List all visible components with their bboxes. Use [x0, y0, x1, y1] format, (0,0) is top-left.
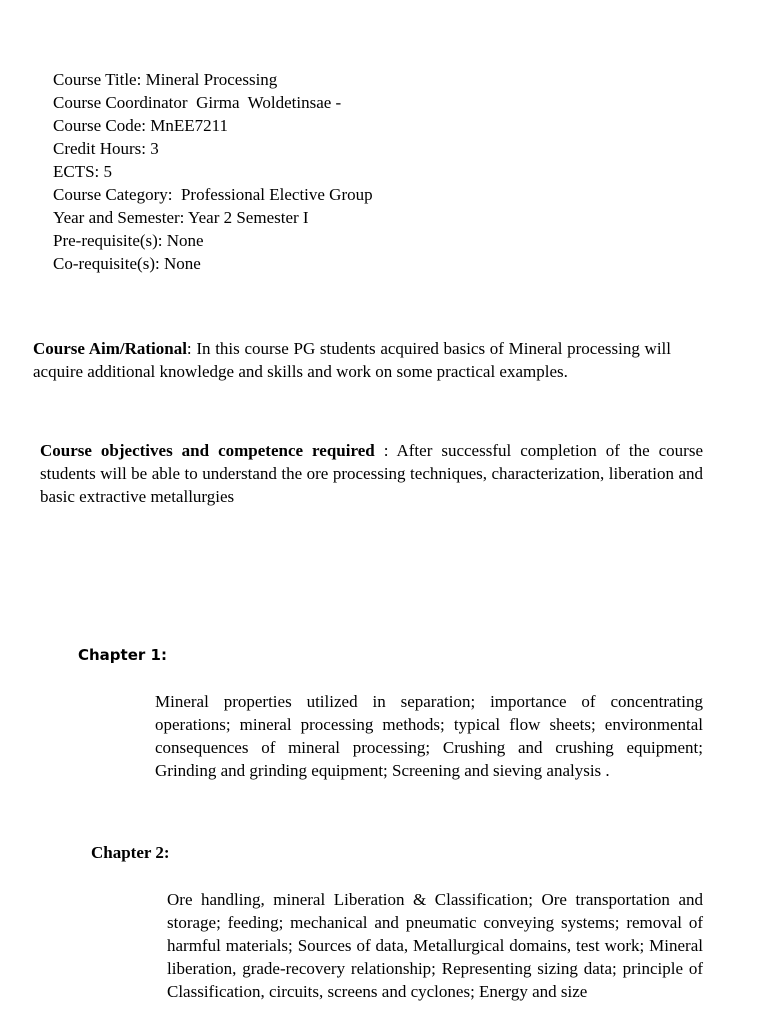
course-title: Course Title: Mineral Processing: [53, 70, 278, 89]
chapter-1-title: Chapter 1:: [78, 646, 167, 664]
course-info-block: [53, 68, 373, 275]
course-objectives-paragraph: [40, 439, 703, 508]
course-aim-paragraph: [33, 337, 671, 383]
corequisites: Co-requisite(s): None: [53, 254, 201, 273]
course-aim-label: Course Aim/Rational: [33, 339, 187, 358]
ects: ECTS: 5: [53, 162, 113, 181]
course-objectives-text: : After successful completion of the course students will be able to understand the ore processing techniques, characterization, liberation and basic extractive metallurgies: [40, 441, 703, 506]
course-aim-text: : In this course PG students acquired basics of Mineral processing will acquire additional knowledge and skills and work on some practical examples.: [33, 339, 671, 381]
credit-hours: Credit Hours: 3: [53, 139, 159, 158]
course-code: Course Code: MnEE7211: [53, 116, 229, 135]
chapter-2-title: Chapter 2:: [91, 843, 170, 862]
course-coordinator: Course Coordinator Girma Woldetinsae -: [53, 93, 342, 112]
chapter-1-body: Mineral properties utilized in separation; importance of concentrating operations; mineral processing methods; typical flow sheets; environmental consequences of mineral processing; Crushing and crushing equipment; Grinding and grinding equipment; Screening and sieving analysis .: [155, 692, 703, 780]
course-category: Course Category: Professional Elective Group: [53, 185, 373, 204]
chapter-2-body: Ore handling, mineral Liberation & Classification; Ore transportation and storage; feeding; mechanical and pneumatic conveying systems; removal of harmful materials; Sources of data, Metallurgical domains, test work; Mineral liberation, grade-recovery relationship; Representing sizing data; principle of Classification, circuits, screens and cyclones; Energy and size: [167, 890, 703, 1001]
course-objectives-label: Course objectives and competence required: [40, 441, 375, 460]
year-semester: Year and Semester: Year 2 Semester I: [53, 208, 309, 227]
prerequisites: Pre-requisite(s): None: [53, 231, 204, 250]
